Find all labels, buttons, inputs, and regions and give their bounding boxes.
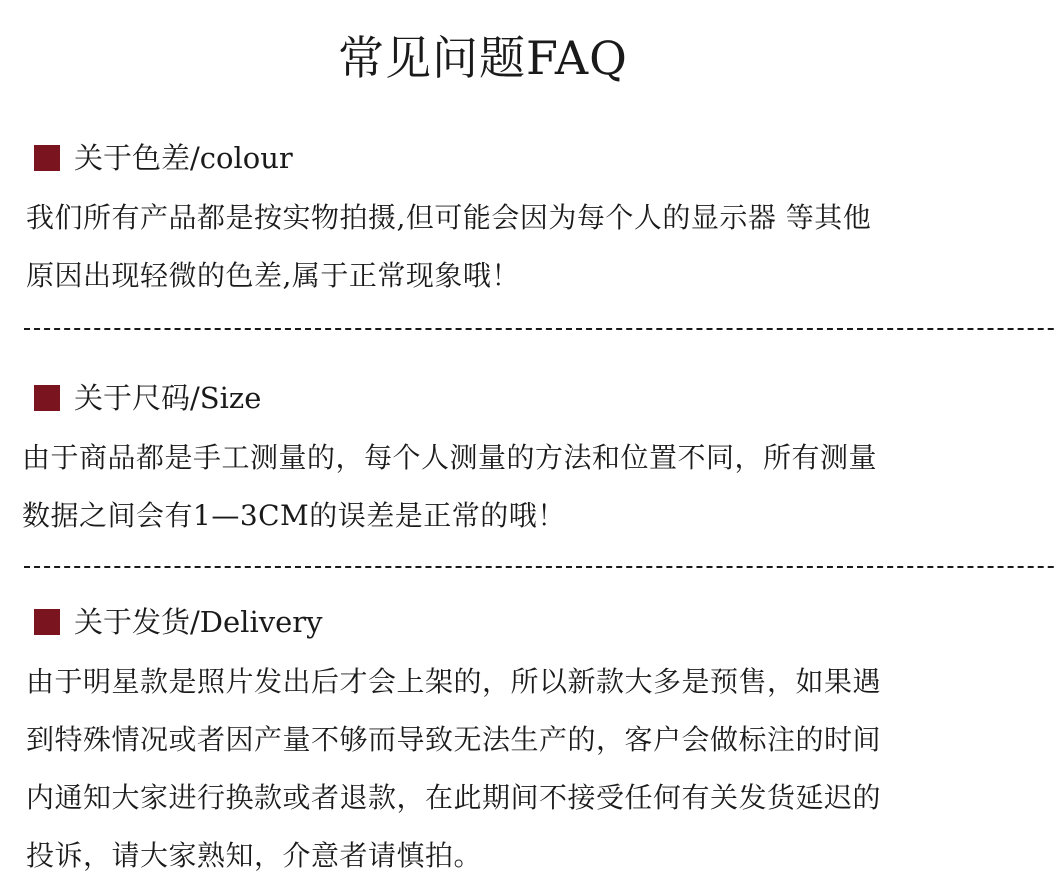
dashed-divider: [24, 328, 1056, 330]
section-heading-label: 关于色差/colour: [74, 141, 293, 175]
delivery-text-line: 到特殊情况或者因产量不够而导致无法生产的，客户会做标注的时间: [26, 723, 882, 756]
section-heading-colour: [34, 138, 293, 178]
colour-text-line: 原因出现轻微的色差,属于正常现象哦！: [26, 259, 520, 292]
colour-text-line: 我们所有产品都是按实物拍摄,但可能会因为每个人的显示器 等其他: [26, 201, 872, 234]
square-bullet-icon: [34, 609, 60, 635]
square-bullet-icon: [34, 385, 60, 411]
page-title: 常见问题FAQ: [338, 31, 628, 85]
size-text-line: 数据之间会有1—3CM的误差是正常的哦！: [22, 499, 566, 532]
delivery-text-line: 内通知大家进行换款或者退款，在此期间不接受任何有关发货延迟的: [26, 781, 882, 814]
square-bullet-icon: [34, 145, 60, 171]
dashed-divider: [24, 566, 1056, 568]
section-heading-size: [34, 378, 261, 418]
delivery-text-line: 由于明星款是照片发出后才会上架的，所以新款大多是预售，如果遇: [26, 665, 882, 698]
section-heading-delivery: [34, 602, 323, 642]
size-text-line: 由于商品都是手工测量的，每个人测量的方法和位置不同，所有测量: [22, 441, 878, 474]
section-heading-label: 关于尺码/Size: [74, 381, 262, 415]
delivery-text-line: 投诉，请大家熟知，介意者请慎拍。: [26, 839, 483, 872]
section-heading-label: 关于发货/Delivery: [74, 605, 323, 639]
